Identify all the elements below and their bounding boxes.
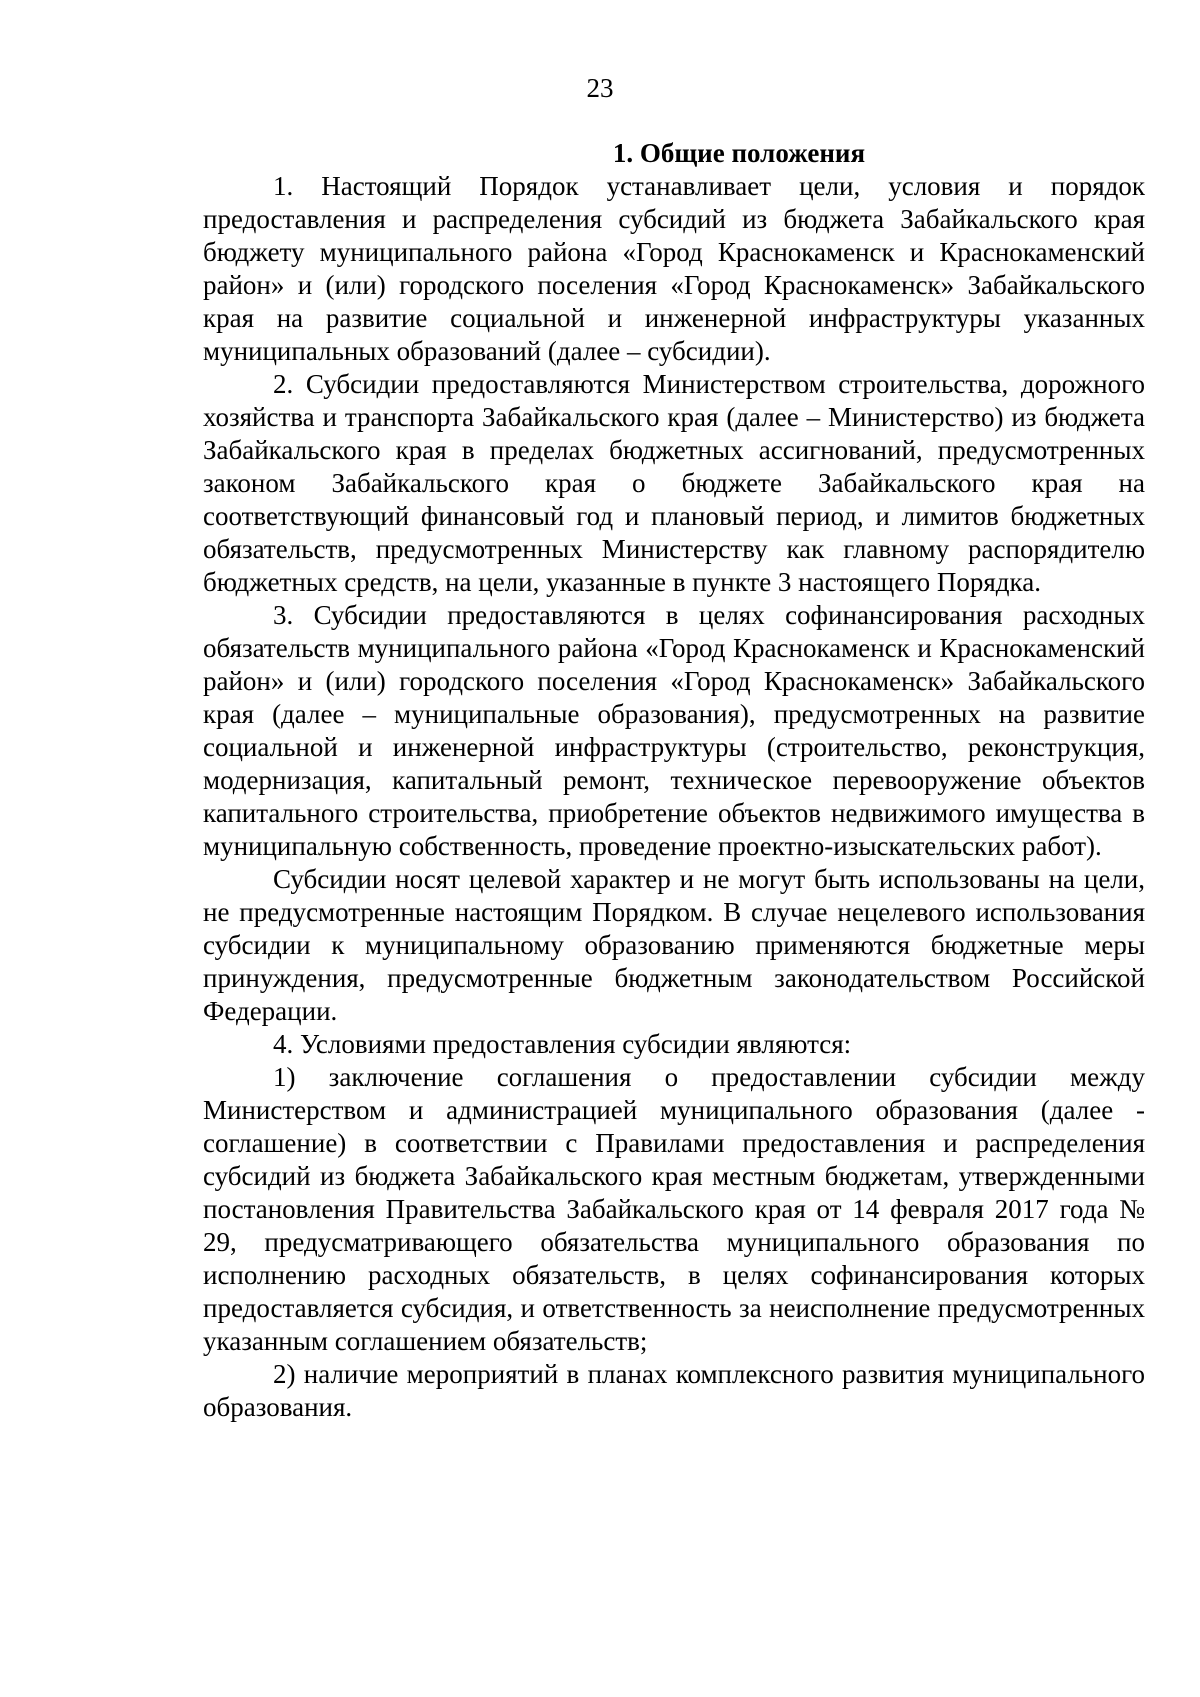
paragraph-3-note: Субсидии носят целевой характер и не могут быть использованы на цели, не предусмотренные настоящим Порядком. В случае нецелевого использования субсидии к муниципальному образованию применяются бюджетные меры принуждения, предусмотренные бюджетным законодательством Российской Федерации.	[203, 864, 1145, 1026]
paragraph-4-item-1: 1) заключение соглашения о предоставлении субсидии между Министерством и администрацией муниципального образования (далее - соглашение) в соответствии с Правилами предоставления и распределения субсидий из бюджета Забайкальского края местным бюджетам, утвержденными постановления Правительства Забайкальского края от 14 февраля 2017 года № 29, предусматривающего обязательства муниципального образования по исполнению расходных обязательств, в целях софинансирования которых предоставляется субсидия, и ответственность за неисполнение предусмотренных указанным соглашением обязательств;	[203, 1062, 1145, 1356]
paragraph-3: 3. Субсидии предоставляются в целях софинансирования расходных обязательств муниципального района «Город Краснокаменск и Краснокаменский район» и (или) городского поселения «Город Краснокаменск» Забайкальского края (далее – муниципальные образования), предусмотренных на развитие социальной и инженерной инфраструктуры (строительство, реконструкция, модернизация, капитальный ремонт, техническое перевооружение объектов капитального строительства, приобретение объектов недвижимого имущества в муниципальную собственность, проведение проектно-изыскательских работ).	[203, 600, 1145, 861]
paragraph-4: 4. Условиями предоставления субсидии являются:	[273, 1029, 852, 1059]
document-body	[203, 137, 1145, 1424]
page-number: 23	[586, 73, 614, 103]
paragraph-4-item-2: 2) наличие мероприятий в планах комплексного развития муниципального образования.	[203, 1359, 1145, 1422]
paragraph-1: 1. Настоящий Порядок устанавливает цели, условия и порядок предоставления и распределения субсидий из бюджета Забайкальского края бюджету муниципального района «Город Краснокаменск и Краснокаменский район» и (или) городского поселения «Город Краснокаменск» Забайкальского края на развитие социальной и инженерной инфраструктуры указанных муниципальных образований (далее – субсидии).	[203, 171, 1145, 366]
section-heading: 1. Общие положения	[612, 138, 866, 168]
paragraph-2: 2. Субсидии предоставляются Министерством строительства, дорожного хозяйства и транспорта Забайкальского края (далее – Министерство) из бюджета Забайкальского края в пределах бюджетных ассигнований, предусмотренных законом Забайкальского края о бюджете Забайкальского края на соответствующий финансовый год и плановый период, и лимитов бюджетных обязательств, предусмотренных Министерству как главному распорядителю бюджетных средств, на цели, указанные в пункте 3 настоящего Порядка.	[203, 369, 1145, 597]
